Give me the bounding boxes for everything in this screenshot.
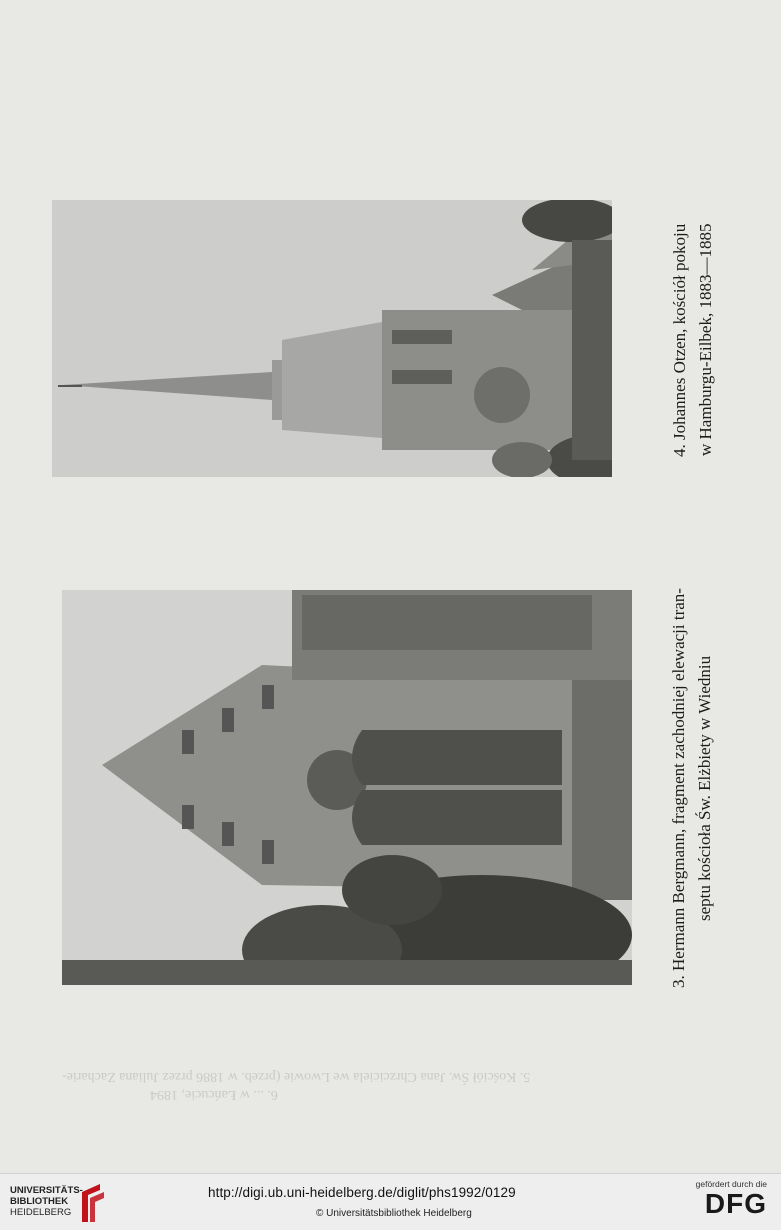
bleed-through-line-2: 6. ... w Łańcucie, 1894	[150, 1087, 278, 1102]
caption-figure-3-line-2: septu kościoła Św. Elżbiety w Wiedniu	[695, 655, 714, 921]
library-name-line-2: BIBLIOTHEK	[10, 1196, 69, 1207]
permalink-url[interactable]: http://digi.ub.uni-heidelberg.de/diglit/phs1992/0129	[208, 1185, 516, 1200]
viewer-footer	[0, 1173, 781, 1230]
university-library-logo[interactable]	[10, 1182, 110, 1224]
library-name-line-3: HEIDELBERG	[10, 1207, 72, 1218]
photo-st-elizabeth-vienna	[62, 590, 632, 985]
church-spire-illustration	[52, 200, 612, 477]
caption-figure-3	[666, 588, 718, 988]
library-emblem-icon	[78, 1182, 108, 1224]
dfg-mark: DFG	[704, 1188, 767, 1219]
caption-figure-4-line-2: w Hamburgu-Eilbek, 1883—1885	[696, 223, 715, 457]
funding-label: gefördert durch die	[695, 1179, 767, 1189]
bleed-through-line-1: 5. Kościół Św. Jana Chrzciciela we Lwowie (przeb. w 1886 przez Juliana Zacharie-	[62, 1069, 531, 1084]
facade-illustration	[62, 590, 632, 985]
caption-figure-3-line-1: 3. Hermann Bergmann, fragment zachodniej elewacji tran-	[669, 588, 688, 988]
photo-church-of-peace-hamburg	[52, 200, 612, 477]
copyright-notice: © Universitätsbibliothek Heidelberg	[316, 1208, 472, 1219]
library-name-line-1: UNIVERSITÄTS-	[10, 1185, 83, 1196]
caption-figure-4-line-1: 4. Johannes Otzen, kościół pokoju	[670, 223, 689, 457]
dfg-logo[interactable]	[687, 1179, 767, 1225]
caption-figure-4	[667, 210, 719, 470]
